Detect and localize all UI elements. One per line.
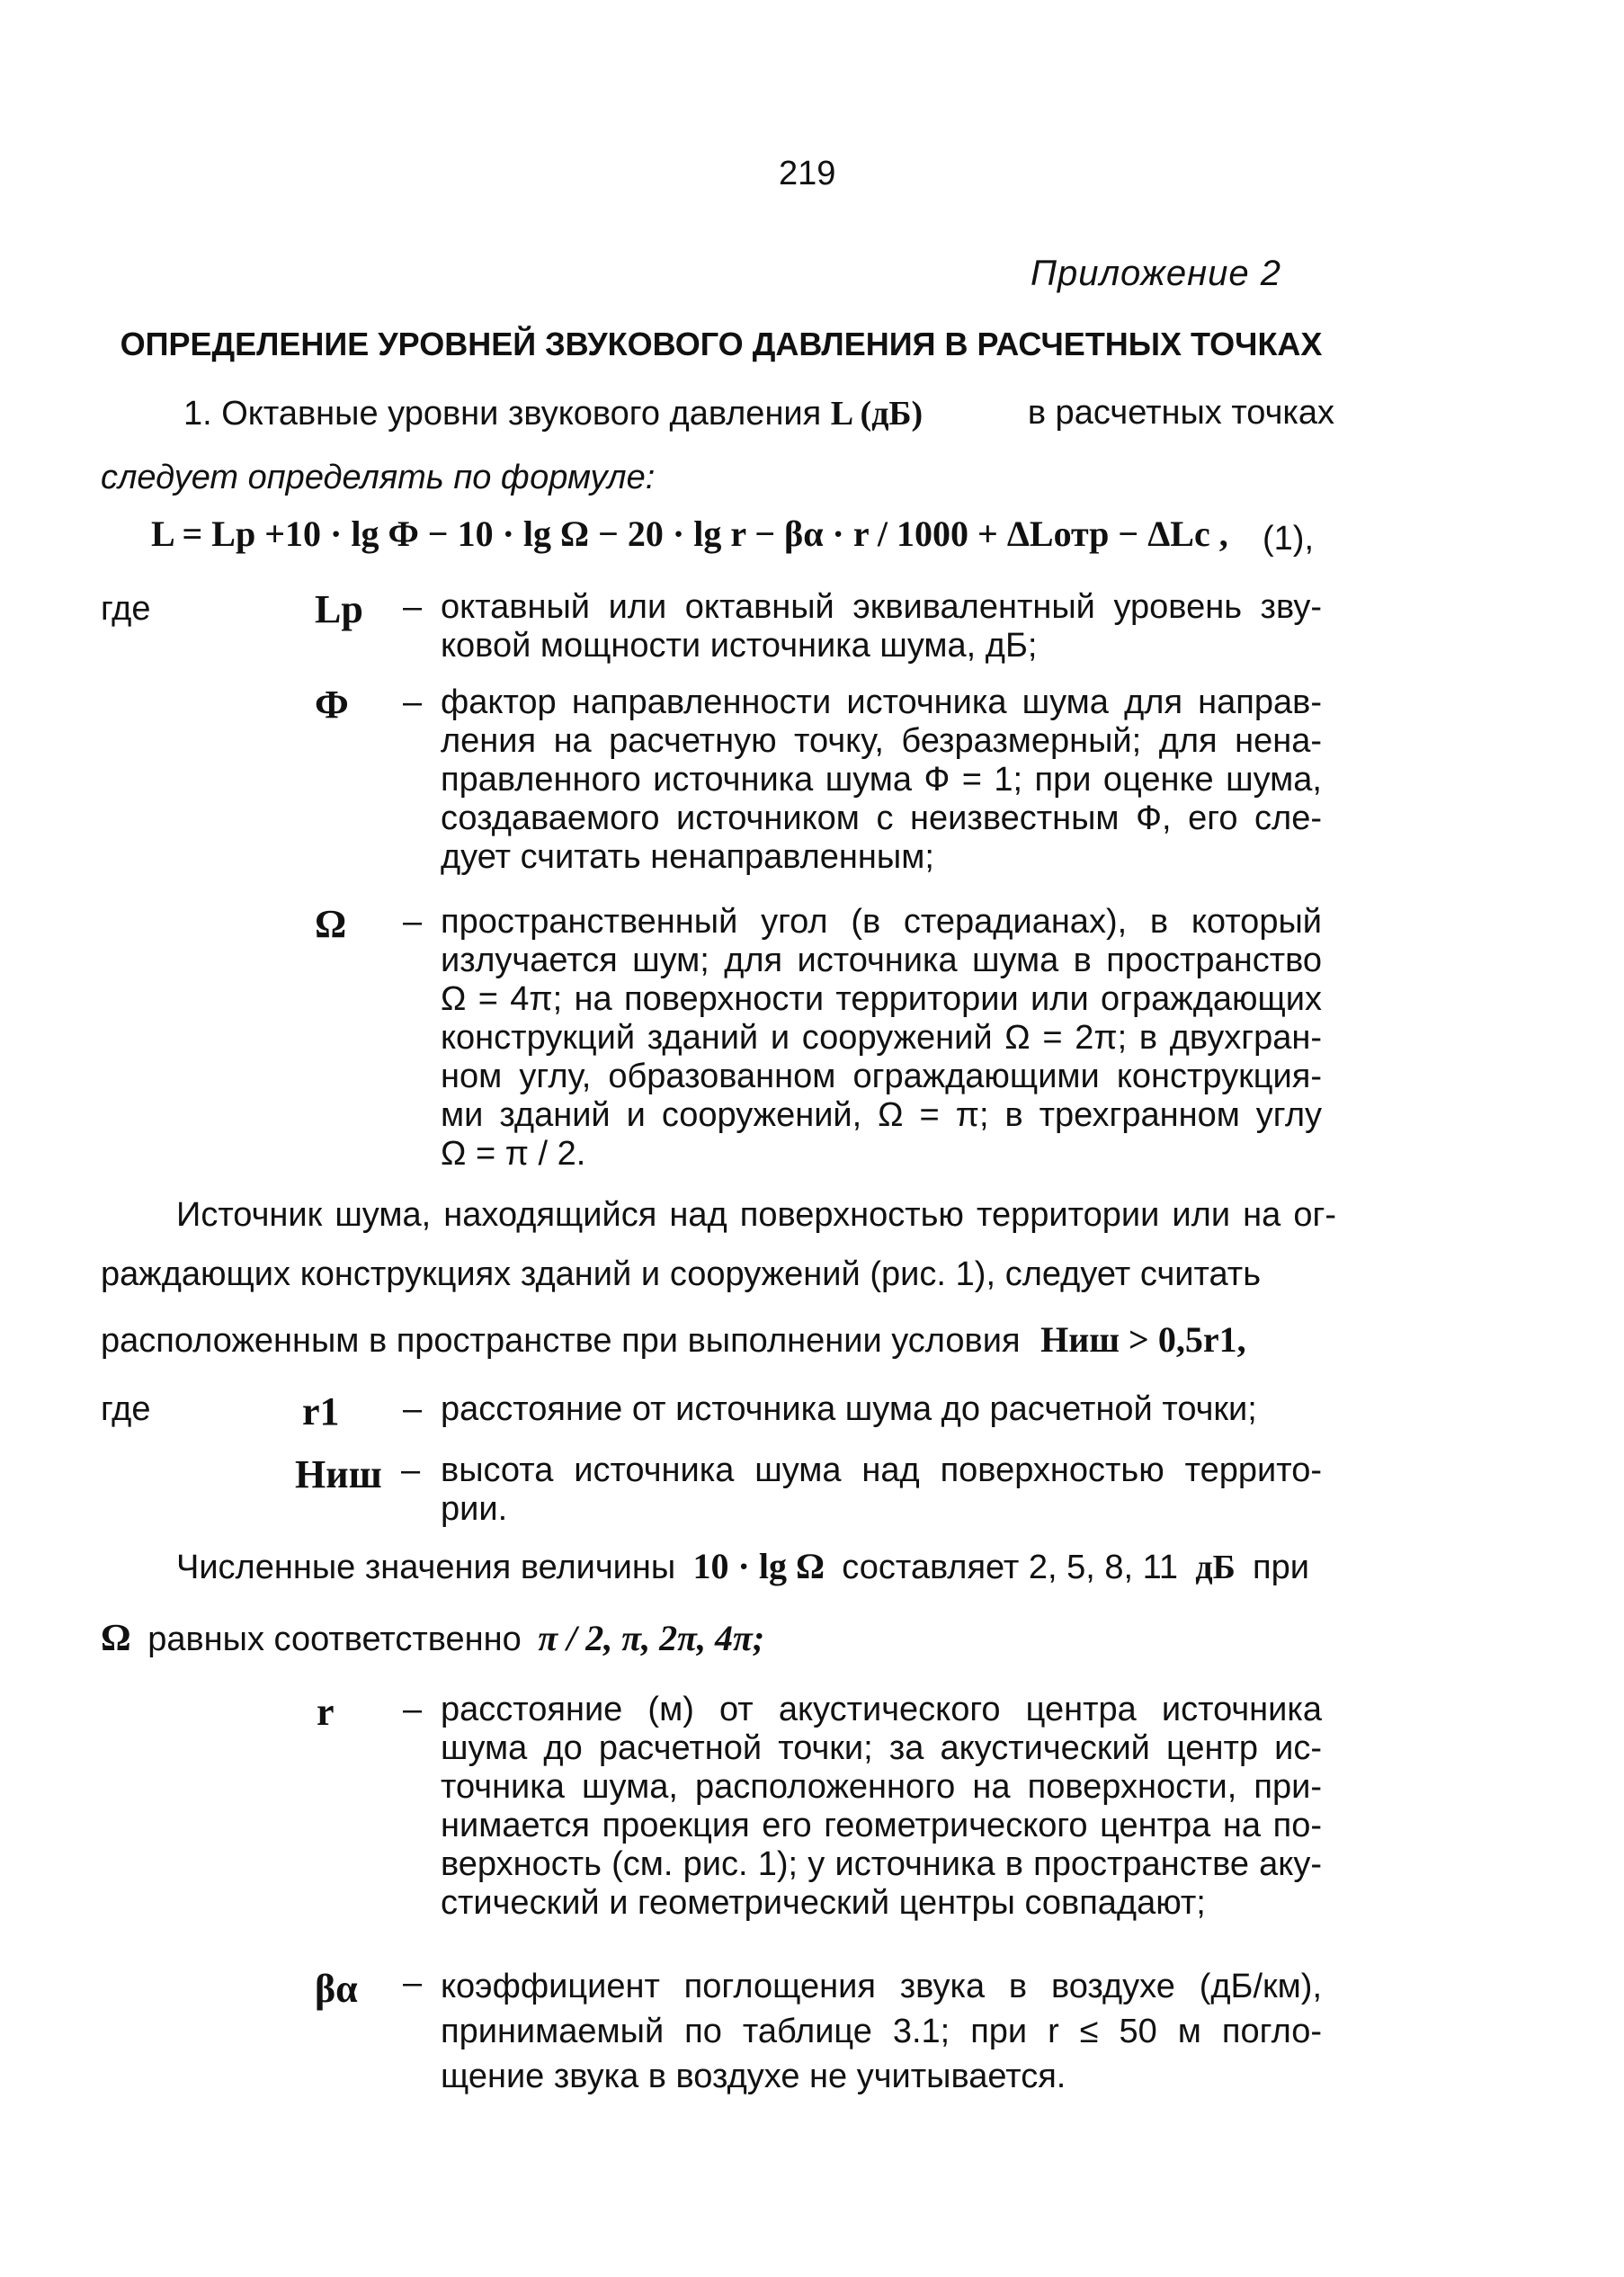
definition-line: дует считать ненаправленным; (441, 838, 934, 876)
definition-dash: – (403, 903, 423, 941)
definition-dash: – (401, 1451, 421, 1489)
definition-line: точника шума, расположенного на поверхности, при- (441, 1768, 1322, 1806)
definition-line: октавный или октавный эквивалентный уровень зву- (441, 588, 1322, 626)
definition-line: щение звука в воздухе не учитывается. (441, 2058, 1066, 2095)
definition-dash: – (403, 1390, 423, 1428)
definition-omega (441, 903, 1322, 1174)
omega-symbol: Ω (101, 1618, 131, 1659)
where-label: где (101, 590, 151, 628)
definition-line: верхность (см. рис. 1); у источника в пространстве аку- (441, 1845, 1322, 1883)
definition-line: пространственный угол (в стерадианах), в который (441, 903, 1322, 941)
values-text: составляет 2, 5, 8, 11 (842, 1549, 1179, 1586)
symbol-r: r (317, 1690, 335, 1734)
definition-line: фактор направленности источника шума для направ- (441, 683, 1322, 721)
values-unit: дБ (1195, 1549, 1236, 1586)
para-source-line-3 (101, 1318, 1246, 1361)
para-values-line-2 (101, 1617, 764, 1660)
definition-line: ления на расчетную точку, безразмерный; для нена- (441, 722, 1322, 760)
definition-line: шума до расчетной точки; за акустический центр ис- (441, 1729, 1322, 1767)
symbol-h-ish: Hиш (295, 1452, 382, 1496)
values-text: Численные значения величины (176, 1549, 676, 1586)
definition-dash: – (403, 588, 423, 626)
values-text: при (1253, 1549, 1309, 1586)
intro-line-1-end: в расчетных точках (1027, 394, 1334, 432)
symbol-lp: Lp (315, 587, 363, 631)
formula (151, 513, 1228, 555)
definition-r (441, 1691, 1322, 1923)
definition-beta-alpha (441, 1964, 1322, 2099)
where-label: где (101, 1390, 151, 1428)
definition-line: Ω = π / 2. (441, 1135, 586, 1173)
definition-line: высота источника шума над поверхностью террито- (441, 1451, 1322, 1489)
definition-line: ковой мощности источника шума, дБ; (441, 627, 1038, 665)
definition-lp (441, 588, 1322, 665)
values-list: π / 2, π, 2π, 4π; (538, 1618, 765, 1658)
definition-line: излучается шум; для источника шума в пространство (441, 942, 1322, 979)
definition-line: нимается проекция его геометрического центра на по- (441, 1807, 1322, 1844)
formula-expression: L = Lp +10 · lg Ф − 10 · lg Ω − 20 · lg r − βα · r / 1000 + ΔLотр − ΔLc , (151, 513, 1228, 554)
definition-h-ish (441, 1451, 1322, 1529)
definition-line: рии. (441, 1490, 508, 1528)
intro-line-1 (183, 394, 1334, 433)
definition-line: ми зданий и сооружений, Ω = π; в трехгранном углу (441, 1096, 1322, 1134)
condition-expression: Hиш > 0,5r1, (1040, 1319, 1246, 1360)
values-text: равных соответственно (147, 1621, 522, 1658)
symbol-phi: Ф (315, 683, 349, 727)
para-source-line-1: Источник шума, находящийся над поверхностью территории или на ог- (176, 1196, 1336, 1234)
definition-line: стический и геометрический центры совпадают; (441, 1884, 1206, 1922)
definition-line: расстояние (м) от акустического центра источника (441, 1691, 1322, 1728)
page-title: ОПРЕДЕЛЕНИЕ УРОВНЕЙ ЗВУКОВОГО ДАВЛЕНИЯ В РАСЧЕТНЫХ ТОЧКАХ (120, 326, 1323, 362)
values-expression: 10 · lg Ω (692, 1546, 825, 1586)
symbol-r1: r1 (302, 1389, 340, 1433)
symbol-omega: Ω (315, 902, 347, 946)
formula-number: (1), (1263, 520, 1314, 558)
para-source-text: расположенным в пространстве при выполнении условия (101, 1322, 1021, 1360)
symbol-beta-alpha: βα (315, 1967, 358, 2011)
definition-line: расстояние от источника шума до расчетной точки; (441, 1390, 1257, 1428)
definition-phi (441, 683, 1322, 877)
definition-line: принимаемый по таблице 3.1; при r ≤ 50 м погло- (441, 2013, 1322, 2050)
definition-dash: – (403, 683, 423, 721)
definition-r1 (441, 1390, 1331, 1429)
definition-line: правленного источника шума Ф = 1; при оценке шума, (441, 761, 1322, 799)
definition-line: ном углу, образованном ограждающими конструкция- (441, 1058, 1322, 1095)
page-number: 219 (779, 155, 836, 192)
para-source-line-2: раждающих конструкциях зданий и сооружений (рис. 1), следует считать (101, 1255, 1261, 1293)
intro-line-1-start: 1. Октавные уровни звукового давления L (дБ) (183, 395, 924, 433)
definition-dash: – (403, 1691, 423, 1728)
intro-line-2: следует определять по формуле: (101, 459, 656, 496)
definition-dash: – (403, 1964, 423, 2002)
definition-line: создаваемого источником с неизвестным Ф, его сле- (441, 799, 1322, 837)
appendix-label: Приложение 2 (1031, 254, 1282, 293)
para-values-line-1 (176, 1545, 1309, 1587)
definition-line: конструкций зданий и сооружений Ω = 2π; в двухгран- (441, 1019, 1322, 1057)
definition-line: коэффициент поглощения звука в воздухе (дБ/км), (441, 1968, 1322, 2005)
definition-line: Ω = 4π; на поверхности территории или ограждающих (441, 980, 1322, 1018)
